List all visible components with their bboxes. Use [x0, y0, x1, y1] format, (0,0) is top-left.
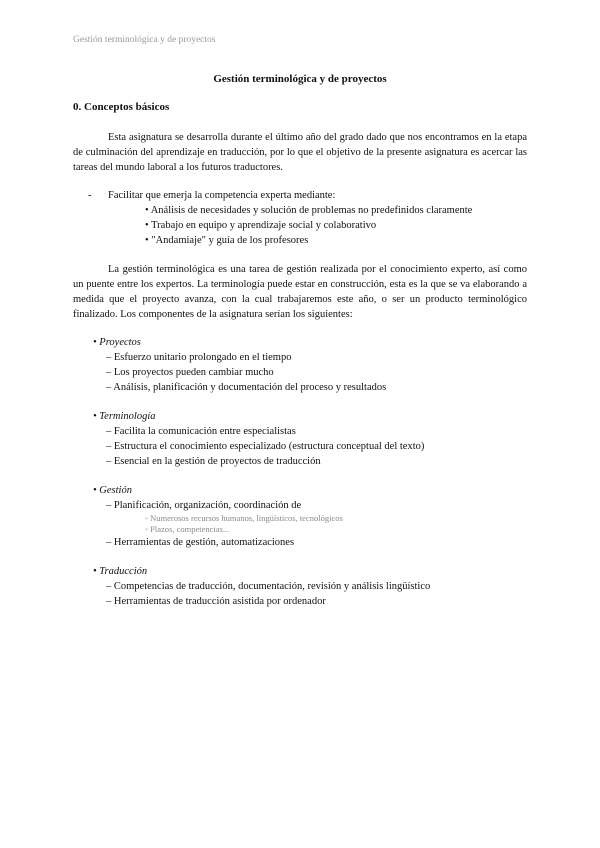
- intro-paragraph-text: Esta asignatura se desarrolla durante el último año del grado dado que nos encontramos en la etapa de culminación del aprendizaje en traducción, por lo que el objetivo de la presente asignatura es acercar las tareas del mundo laboral a los futuros traductores.: [73, 132, 527, 173]
- running-header: Gestión terminológica y de proyectos: [73, 35, 216, 45]
- competence-bullet-list: [145, 203, 472, 248]
- topic-title: • Terminología: [93, 411, 156, 422]
- topic-item: – Herramientas de gestión, automatizaciones: [106, 537, 295, 548]
- topic-item: – Esfuerzo unitario prolongado en el tiempo: [106, 352, 292, 363]
- topic-item: – Estructura el conocimiento especializado (estructura conceptual del texto): [106, 441, 425, 452]
- dash-list-item: [88, 188, 335, 203]
- intro-paragraph: [73, 130, 527, 175]
- components-list: [93, 335, 430, 623]
- topic-proyectos: [93, 335, 430, 395]
- dash-item-text: Facilitar que emerja la competencia experta mediante:: [108, 190, 336, 201]
- topic-terminologia: [93, 409, 430, 469]
- topic-item: – Herramientas de traducción asistida por ordenador: [106, 596, 326, 607]
- section-heading: 0. Conceptos básicos: [73, 101, 170, 113]
- topic-gestion: [93, 483, 430, 550]
- bullet-item: • Análisis de necesidades y solución de problemas no predefinidos claramente: [145, 205, 473, 216]
- topic-item: – Planificación, organización, coordinación de: [106, 500, 302, 511]
- topic-item: – Esencial en la gestión de proyectos de traducción: [106, 456, 321, 467]
- topic-item: – Facilita la comunicación entre especialistas: [106, 426, 296, 437]
- bullet-item: • Trabajo en equipo y aprendizaje social y colaborativo: [145, 220, 377, 231]
- components-paragraph-text: La gestión terminológica es una tarea de gestión realizada por el conocimiento experto, así como un puente entre los expertos. La terminología puede estar en construcción, esta es la que se va elaborando a medida que el proyecto avanza, con la cual trabajaremos este año, o ser un producto terminológico finalizado. Los componentes de la asignatura serían los siguientes:: [73, 264, 527, 320]
- bullet-item: • "Andamiaje" y guía de los profesores: [145, 235, 309, 246]
- topic-item: – Los proyectos pueden cambiar mucho: [106, 367, 274, 378]
- topic-traduccion: [93, 564, 430, 609]
- dash-marker: -: [88, 190, 92, 201]
- topic-subitem: ◦ Numerosos recursos humanos, lingüísticos, tecnológicos: [145, 513, 343, 523]
- topic-item: – Competencias de traducción, documentación, revisión y análisis lingüístico: [106, 581, 431, 592]
- topic-subitem: ◦ Plazos, competencias...: [145, 524, 230, 534]
- topic-title: • Traducción: [93, 566, 148, 577]
- components-paragraph: [73, 262, 527, 322]
- topic-item: – Análisis, planificación y documentación del proceso y resultados: [106, 382, 387, 393]
- topic-title: • Proyectos: [93, 337, 141, 348]
- topic-title: • Gestión: [93, 485, 132, 496]
- document-title: Gestión terminológica y de proyectos: [213, 73, 387, 85]
